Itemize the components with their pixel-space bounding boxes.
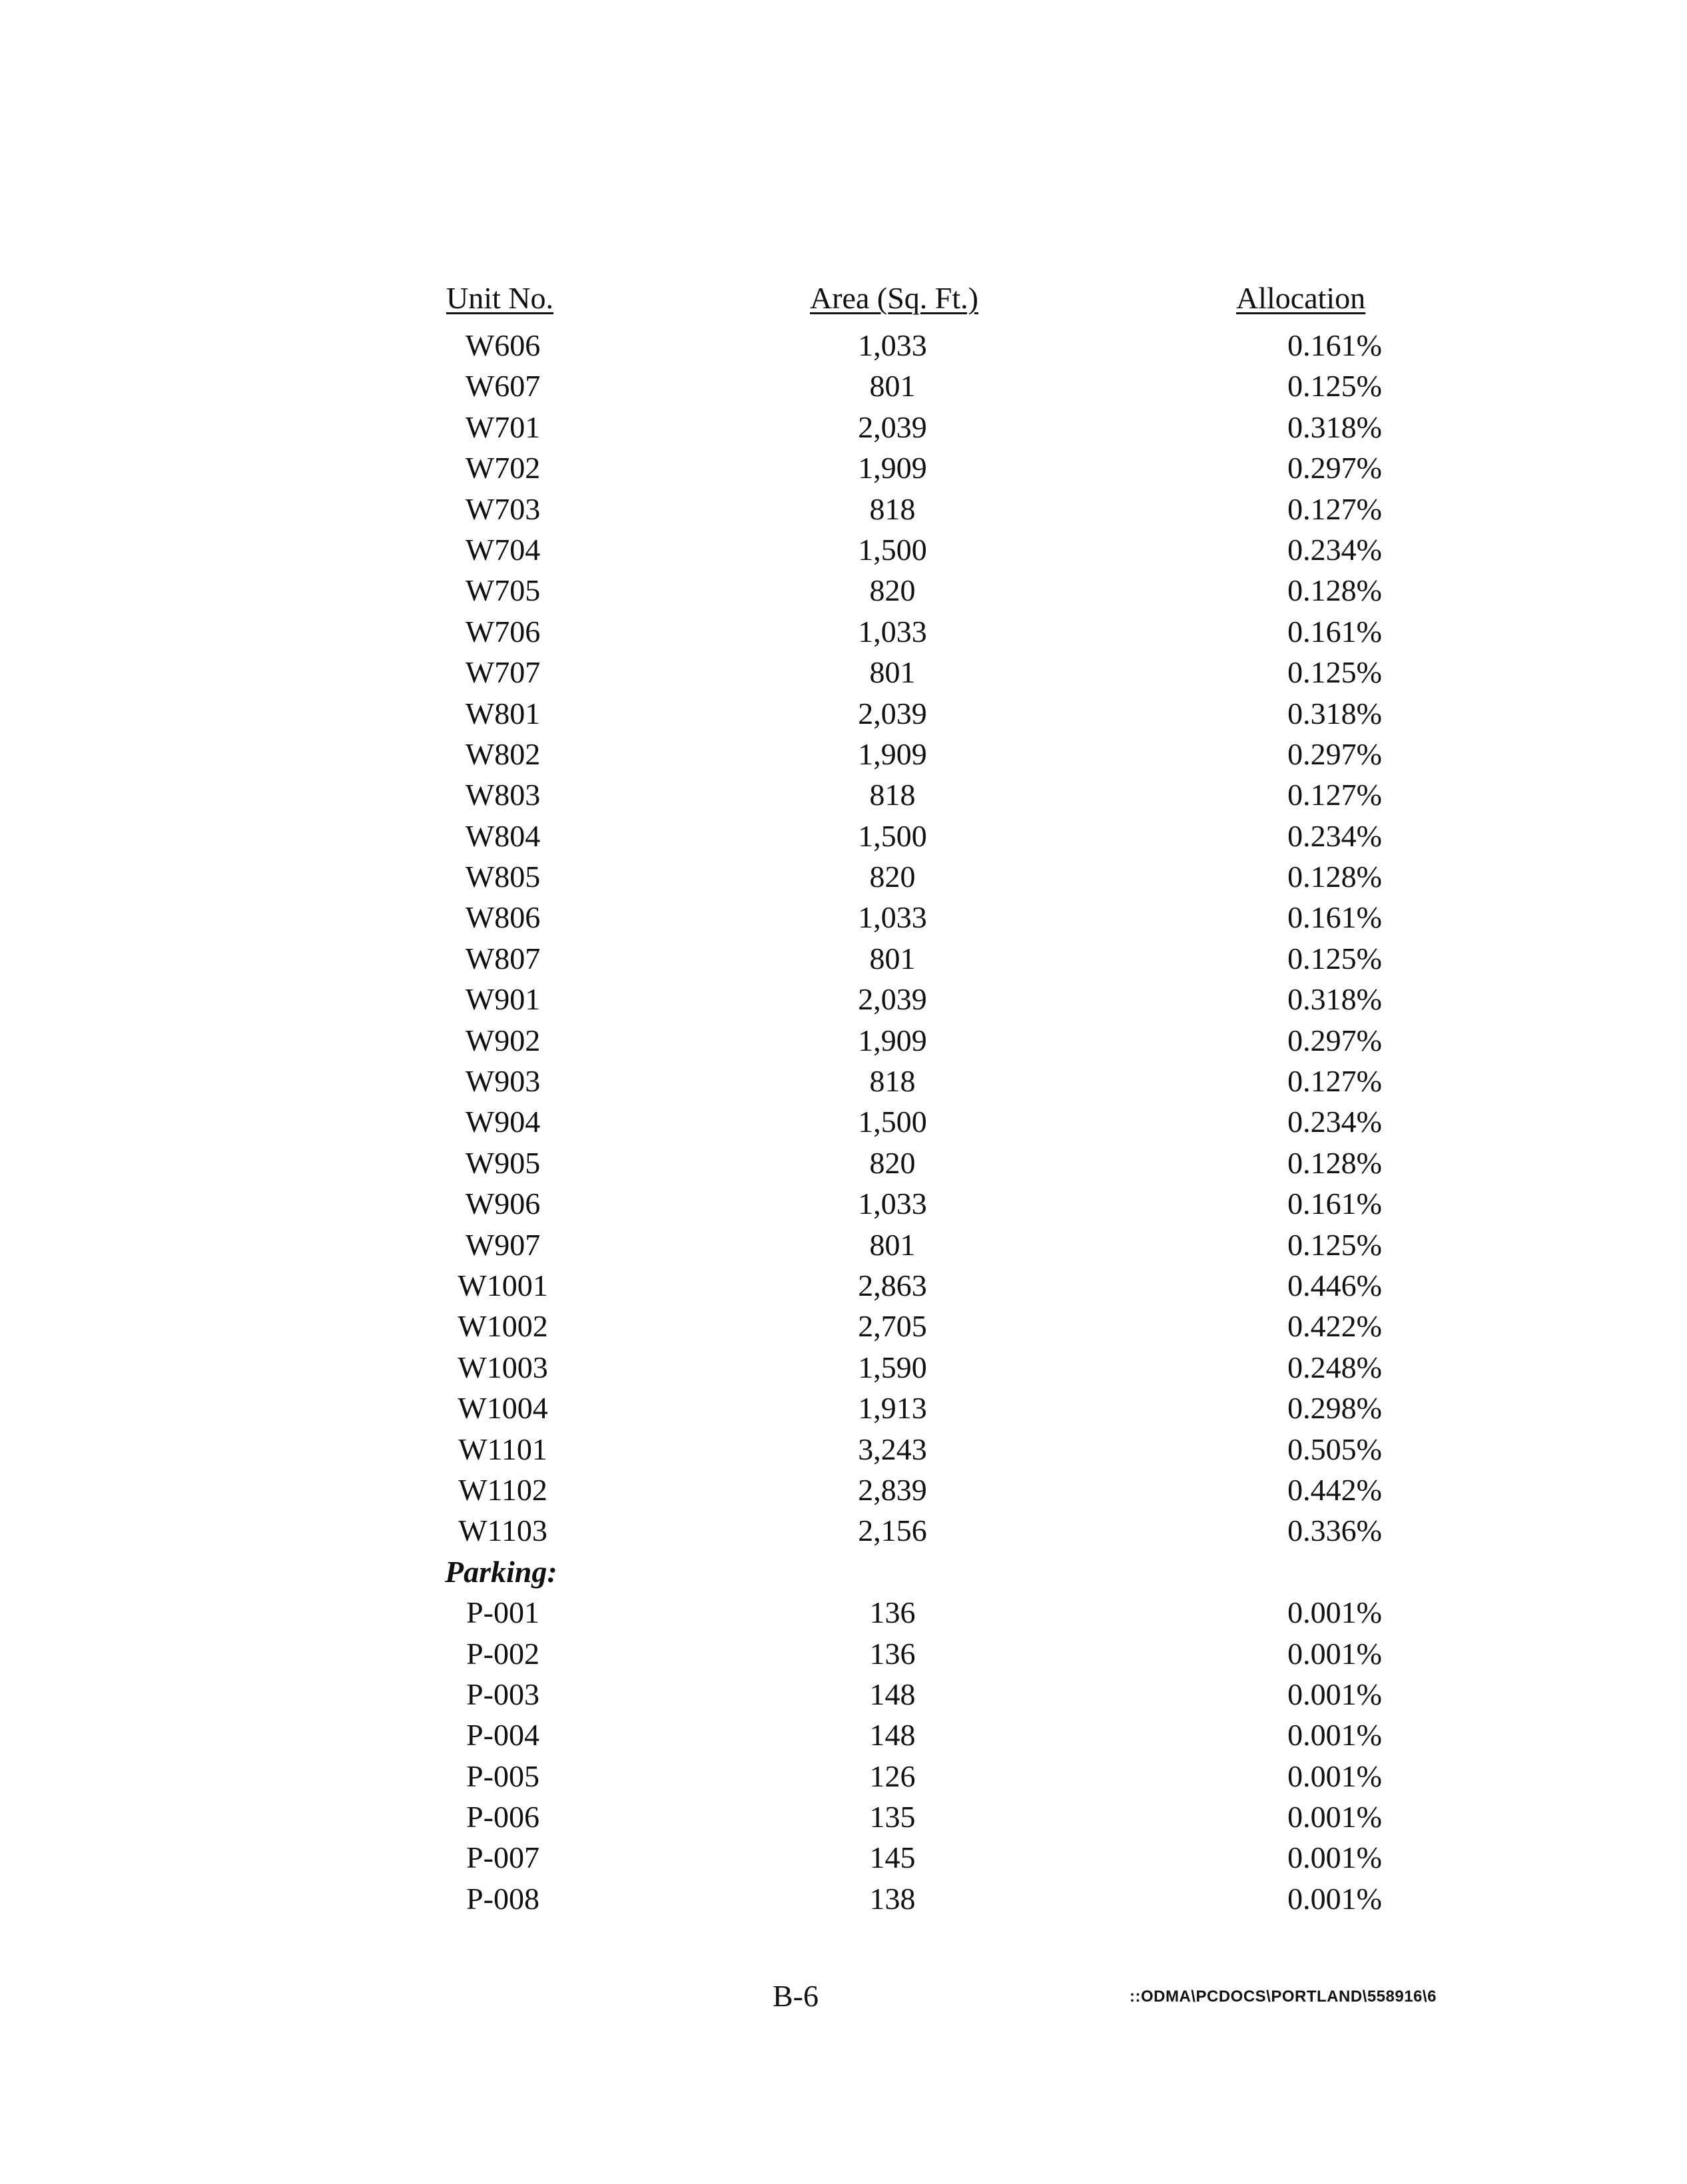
area-cell: 1,913 (858, 1391, 927, 1426)
allocation-cell: 0.125% (1287, 655, 1382, 690)
unit-number-cell: W802 (465, 736, 541, 771)
parking-section-row (0, 1551, 1687, 1592)
table-row (0, 1101, 1687, 1142)
table-row (0, 489, 1687, 529)
area-cell: 820 (869, 573, 916, 608)
area-cell: 2,863 (858, 1268, 927, 1302)
unit-number-cell: W706 (465, 614, 541, 649)
area-cell: 1,500 (858, 1105, 927, 1139)
allocation-cell: 0.001% (1287, 1759, 1382, 1793)
area-cell: 818 (869, 1064, 916, 1099)
table-row (0, 1225, 1687, 1265)
allocation-cell: 0.001% (1287, 1881, 1382, 1916)
header-area: Area (Sq. Ft.) (810, 281, 978, 315)
allocation-cell: 0.318% (1287, 982, 1382, 1017)
table-row (0, 693, 1687, 734)
table-row (0, 1715, 1687, 1755)
allocation-cell: 0.001% (1287, 1636, 1382, 1671)
unit-number-cell: P-008 (466, 1881, 539, 1916)
unit-number-cell: W901 (465, 982, 541, 1017)
unit-number-cell: W805 (465, 860, 541, 894)
area-cell: 1,033 (858, 900, 927, 935)
unit-number-cell: W704 (465, 532, 541, 567)
allocation-cell: 0.125% (1287, 369, 1382, 404)
unit-number-cell: P-004 (466, 1718, 539, 1753)
table-row (0, 1756, 1687, 1796)
unit-number-cell: W1003 (458, 1350, 548, 1384)
allocation-cell: 0.127% (1287, 778, 1382, 812)
table-row (0, 1061, 1687, 1101)
header-allocation: Allocation (1236, 281, 1366, 315)
allocation-cell: 0.446% (1287, 1268, 1382, 1302)
unit-number-cell: P-006 (466, 1800, 539, 1834)
area-cell: 818 (869, 491, 916, 526)
unit-number-cell: W701 (465, 410, 541, 444)
area-cell: 136 (869, 1595, 916, 1630)
table-row (0, 1592, 1687, 1633)
unit-number-cell: W905 (465, 1145, 541, 1180)
allocation-cell: 0.125% (1287, 1227, 1382, 1262)
allocation-cell: 0.127% (1287, 491, 1382, 526)
unit-number-cell: W904 (465, 1105, 541, 1139)
area-cell: 2,839 (858, 1472, 927, 1507)
allocation-cell: 0.001% (1287, 1800, 1382, 1834)
table-row (0, 1510, 1687, 1551)
area-cell: 1,033 (858, 614, 927, 649)
area-cell: 1,033 (858, 328, 927, 362)
table-row (0, 1796, 1687, 1837)
unit-number-cell: P-005 (466, 1759, 539, 1793)
unit-number-cell: W707 (465, 655, 541, 690)
area-cell: 801 (869, 655, 916, 690)
allocation-cell: 0.297% (1287, 736, 1382, 771)
table-row (0, 325, 1687, 366)
allocation-table-body (0, 325, 1687, 1919)
unit-number-cell: W803 (465, 778, 541, 812)
table-row (0, 938, 1687, 979)
allocation-cell: 0.161% (1287, 900, 1382, 935)
allocation-cell: 0.128% (1287, 573, 1382, 608)
table-row (0, 734, 1687, 774)
document-path: ::ODMA\PCDOCS\PORTLAND\558916\6 (1130, 1988, 1437, 2006)
area-cell: 2,039 (858, 982, 927, 1017)
allocation-cell: 0.298% (1287, 1391, 1382, 1426)
unit-number-cell: P-007 (466, 1840, 539, 1875)
area-cell: 2,705 (858, 1309, 927, 1344)
header-unit-no: Unit No. (446, 281, 553, 315)
area-cell: 818 (869, 778, 916, 812)
table-row (0, 1347, 1687, 1388)
allocation-cell: 0.001% (1287, 1595, 1382, 1630)
area-cell: 136 (869, 1636, 916, 1671)
unit-number-cell: W907 (465, 1227, 541, 1262)
table-row (0, 652, 1687, 692)
unit-number-cell: W1001 (458, 1268, 548, 1302)
allocation-cell: 0.248% (1287, 1350, 1382, 1384)
area-cell: 1,909 (858, 1023, 927, 1057)
table-row (0, 1633, 1687, 1674)
table-row (0, 1265, 1687, 1306)
area-cell: 1,909 (858, 736, 927, 771)
unit-number-cell: P-003 (466, 1677, 539, 1711)
table-row (0, 611, 1687, 652)
table-row (0, 1837, 1687, 1878)
unit-number-cell: W902 (465, 1023, 541, 1057)
allocation-cell: 0.127% (1287, 1064, 1382, 1099)
allocation-cell: 0.001% (1287, 1718, 1382, 1753)
area-cell: 138 (869, 1881, 916, 1916)
area-cell: 1,909 (858, 451, 927, 485)
table-row (0, 979, 1687, 1019)
table-row (0, 1020, 1687, 1061)
unit-number-cell: W606 (465, 328, 541, 362)
table-row (0, 897, 1687, 938)
table-row (0, 856, 1687, 897)
unit-number-cell: W804 (465, 818, 541, 853)
area-cell: 1,590 (858, 1350, 927, 1384)
unit-number-cell: W903 (465, 1064, 541, 1099)
area-cell: 135 (869, 1800, 916, 1834)
unit-number-cell: P-002 (466, 1636, 539, 1671)
allocation-cell: 0.336% (1287, 1513, 1382, 1548)
allocation-cell: 0.318% (1287, 410, 1382, 444)
allocation-cell: 0.422% (1287, 1309, 1382, 1344)
area-cell: 1,500 (858, 532, 927, 567)
allocation-cell: 0.001% (1287, 1677, 1382, 1711)
allocation-cell: 0.001% (1287, 1840, 1382, 1875)
table-row (0, 570, 1687, 611)
area-cell: 820 (869, 1145, 916, 1180)
area-cell: 148 (869, 1677, 916, 1711)
unit-number-cell: W1004 (458, 1391, 548, 1426)
area-cell: 148 (869, 1718, 916, 1753)
area-cell: 126 (869, 1759, 916, 1793)
table-row (0, 407, 1687, 447)
unit-number-cell: W705 (465, 573, 541, 608)
table-row (0, 1143, 1687, 1183)
table-row (0, 1878, 1687, 1919)
area-cell: 3,243 (858, 1432, 927, 1466)
allocation-cell: 0.234% (1287, 1105, 1382, 1139)
allocation-cell: 0.161% (1287, 328, 1382, 362)
table-row (0, 1429, 1687, 1470)
area-cell: 801 (869, 1227, 916, 1262)
unit-number-cell: W806 (465, 900, 541, 935)
allocation-cell: 0.125% (1287, 941, 1382, 975)
area-cell: 2,039 (858, 696, 927, 730)
area-cell: 145 (869, 1840, 916, 1875)
table-row (0, 1674, 1687, 1715)
table-row (0, 1470, 1687, 1510)
page-number: B-6 (773, 1979, 819, 2013)
table-row (0, 1388, 1687, 1428)
table-row (0, 366, 1687, 406)
area-cell: 820 (869, 860, 916, 894)
area-cell: 801 (869, 369, 916, 404)
area-cell: 2,039 (858, 410, 927, 444)
table-row (0, 1183, 1687, 1224)
area-cell: 1,033 (858, 1187, 927, 1221)
allocation-cell: 0.318% (1287, 696, 1382, 730)
area-cell: 1,500 (858, 818, 927, 853)
table-row (0, 447, 1687, 488)
table-row (0, 1306, 1687, 1346)
allocation-cell: 0.442% (1287, 1472, 1382, 1507)
unit-number-cell: W607 (465, 369, 541, 404)
area-cell: 801 (869, 941, 916, 975)
unit-number-cell: W807 (465, 941, 541, 975)
table-row (0, 774, 1687, 815)
table-row (0, 529, 1687, 570)
area-cell: 2,156 (858, 1513, 927, 1548)
allocation-cell: 0.128% (1287, 1145, 1382, 1180)
allocation-cell: 0.297% (1287, 451, 1382, 485)
allocation-cell: 0.505% (1287, 1432, 1382, 1466)
table-row (0, 816, 1687, 856)
unit-number-cell: P-001 (466, 1595, 539, 1630)
allocation-cell: 0.161% (1287, 614, 1382, 649)
allocation-cell: 0.297% (1287, 1023, 1382, 1057)
unit-number-cell: W703 (465, 491, 541, 526)
allocation-cell: 0.234% (1287, 818, 1382, 853)
allocation-cell: 0.161% (1287, 1187, 1382, 1221)
unit-number-cell: W801 (465, 696, 541, 730)
allocation-cell: 0.234% (1287, 532, 1382, 567)
unit-number-cell: W1103 (458, 1513, 547, 1548)
unit-number-cell: W906 (465, 1187, 541, 1221)
allocation-cell: 0.128% (1287, 860, 1382, 894)
unit-number-cell: W1101 (458, 1432, 547, 1466)
unit-number-cell: W1102 (458, 1472, 547, 1507)
unit-number-cell: W1002 (458, 1309, 548, 1344)
unit-number-cell: W702 (465, 451, 541, 485)
parking-section-label: Parking: (445, 1554, 557, 1589)
